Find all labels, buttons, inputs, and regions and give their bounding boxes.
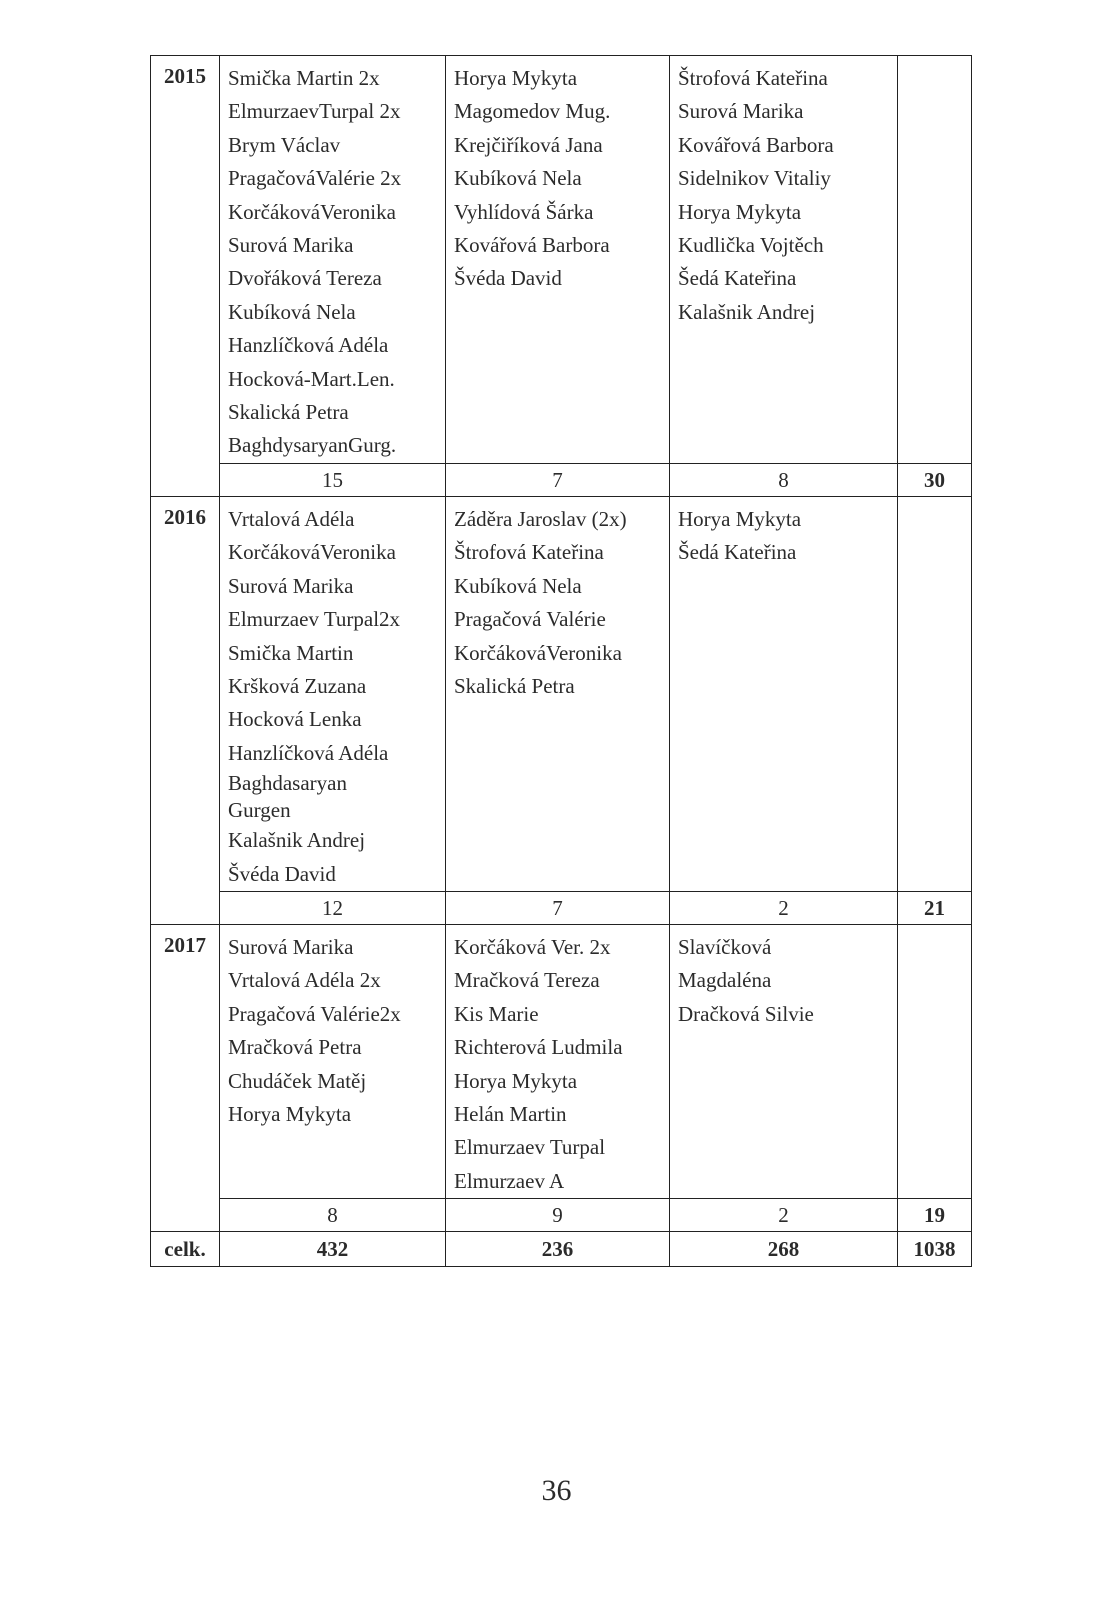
count-cell: 15: [220, 463, 446, 496]
name-entry: Surová Marika: [678, 99, 804, 124]
names-cell: [670, 56, 898, 464]
grand-total-value: 432: [220, 1232, 446, 1267]
section-total: 19: [898, 1199, 972, 1232]
name-entry: Magomedov Mug.: [454, 99, 611, 124]
year-blank-cell: [151, 1199, 220, 1232]
page-number: 36: [541, 1474, 572, 1507]
names-cell: [670, 924, 898, 1198]
count-cell: 9: [446, 1199, 670, 1232]
year-blank-cell: [151, 463, 220, 496]
name-entry: Štrofová Kateřina: [678, 66, 828, 90]
name-entry: KorčákováVeronika: [228, 540, 396, 565]
section-2017-names-row: [151, 924, 972, 1198]
name-entry: PragačováValérie 2x: [228, 166, 402, 191]
name-entry: Richterová Ludmila: [454, 1035, 623, 1060]
name-entry: Pragačová Valérie: [454, 607, 606, 632]
total-cell-empty: [898, 496, 972, 891]
count-cell: 7: [446, 891, 670, 924]
name-entry: Kovářová Barbora: [454, 233, 610, 258]
section-2016-names-row: [151, 496, 972, 891]
section-total: 21: [898, 891, 972, 924]
section-2016-counts-row: [151, 891, 972, 924]
names-cell: [220, 56, 446, 464]
name-entry: Skalická Petra: [454, 673, 575, 698]
count-cell: 8: [670, 463, 898, 496]
count-cell: 2: [670, 1199, 898, 1232]
name-entry: BaghdysaryanGurg.: [228, 433, 397, 458]
names-cell: [446, 924, 670, 1198]
name-entry: Švéda David: [228, 861, 336, 886]
count-cell: 2: [670, 891, 898, 924]
name-entry: Hanzlíčková Adéla: [228, 740, 389, 765]
name-entry: Kovářová Barbora: [678, 132, 834, 157]
names-cell: [220, 496, 446, 891]
name-entry: Smička Martin 2x: [228, 66, 380, 90]
name-entry: Kudlička Vojtěch: [678, 233, 824, 258]
name-entry: Kubíková Nela: [454, 166, 582, 191]
section-total: 30: [898, 463, 972, 496]
name-entry: Elmurzaev Turpal2x: [228, 607, 401, 632]
name-entry: Elmurzaev Turpal: [454, 1135, 606, 1160]
name-entry: Záděra Jaroslav (2x): [454, 506, 627, 531]
names-cell: [670, 496, 898, 891]
results-table: [150, 55, 972, 1267]
name-entry: Kubíková Nela: [454, 573, 582, 598]
name-entry: Elmurzaev A: [454, 1168, 565, 1193]
name-entry: Surová Marika: [228, 573, 354, 598]
name-entry: Surová Marika: [228, 233, 354, 258]
name-entry: Švéda David: [454, 266, 562, 291]
name-entry: Dračková Silvie: [678, 1001, 814, 1026]
name-entry: Kalašnik Andrej: [228, 828, 366, 853]
name-entry: Kršková Zuzana: [228, 673, 367, 698]
name-entry: Brym Václav: [228, 132, 341, 157]
name-entry: Horya Mykyta: [678, 199, 802, 224]
name-entry: Štrofová Kateřina: [454, 540, 604, 565]
names-cell: [446, 56, 670, 464]
name-entry: Mračková Petra: [228, 1035, 362, 1060]
name-entry: Šedá Kateřina: [678, 266, 797, 291]
name-entry: ElmurzaevTurpal 2x: [228, 99, 401, 124]
names-cell: [446, 496, 670, 891]
name-entry: Hocková Lenka: [228, 707, 362, 732]
name-entry: Sidelnikov Vitaliy: [678, 166, 831, 191]
name-entry: Surová Marika: [228, 934, 354, 959]
name-entry: Slavíčková: [678, 934, 772, 959]
name-entry: Magdaléna: [678, 968, 772, 993]
name-entry: Vyhlídová Šárka: [454, 199, 594, 224]
total-cell-empty: [898, 924, 972, 1198]
section-2015-names-row: [151, 56, 972, 464]
name-entry: Chudáček Matěj: [228, 1068, 367, 1093]
name-entry: KorčákováVeronika: [228, 199, 396, 224]
name-entry: Horya Mykyta: [228, 1101, 352, 1126]
name-entry: Kalašnik Andrej: [678, 299, 816, 324]
name-entry: Horya Mykyta: [678, 506, 802, 531]
section-2015-counts-row: [151, 463, 972, 496]
grand-total-label: celk.: [151, 1232, 220, 1267]
name-entry: KorčákováVeronika: [454, 640, 622, 665]
name-entry: Vrtalová Adéla 2x: [228, 968, 381, 993]
name-entry: Šedá Kateřina: [678, 540, 797, 565]
count-cell: 12: [220, 891, 446, 924]
name-entry: Horya Mykyta: [454, 66, 578, 90]
name-entry: Korčáková Ver. 2x: [454, 934, 611, 959]
name-entry: Helán Martin: [454, 1101, 567, 1126]
grand-total-row: [151, 1232, 972, 1267]
name-entry: Kis Marie: [454, 1001, 539, 1026]
name-entry: Skalická Petra: [228, 400, 349, 425]
total-cell-empty: [898, 56, 972, 464]
name-entry: Horya Mykyta: [454, 1068, 578, 1093]
name-entry: Mračková Tereza: [454, 968, 600, 993]
name-entry: Vrtalová Adéla: [228, 506, 355, 531]
name-entry: Pragačová Valérie2x: [228, 1001, 401, 1026]
count-cell: 7: [446, 463, 670, 496]
name-entry: Krejčiříková Jana: [454, 132, 603, 157]
year-label: 2015: [151, 56, 220, 464]
grand-total-value: 236: [446, 1232, 670, 1267]
name-entry: Baghdasaryan Gurgen: [228, 771, 347, 823]
year-label: 2017: [151, 924, 220, 1198]
grand-total-sum: 1038: [898, 1232, 972, 1267]
count-cell: 8: [220, 1199, 446, 1232]
section-2017-counts-row: [151, 1199, 972, 1232]
name-entry: Smička Martin: [228, 640, 354, 665]
year-blank-cell: [151, 891, 220, 924]
names-cell: [220, 924, 446, 1198]
grand-total-value: 268: [670, 1232, 898, 1267]
name-entry: Hanzlíčková Adéla: [228, 333, 389, 358]
year-label: 2016: [151, 496, 220, 891]
name-entry: Dvořáková Tereza: [228, 266, 382, 291]
name-entry: Hocková-Mart.Len.: [228, 366, 395, 391]
name-entry: Kubíková Nela: [228, 299, 356, 324]
